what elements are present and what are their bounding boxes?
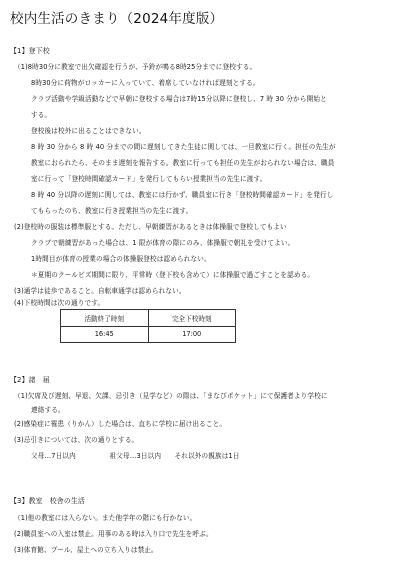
rule-line: 8時30分に荷物がロッカーに入っていて、着席していなければ遅刻とする。: [31, 79, 260, 87]
rule-line: 連絡する。: [31, 406, 65, 414]
table-cell: 17:00: [148, 326, 236, 343]
rule-line: (3)体育館、プール、屋上への立ち入りは禁止。: [14, 546, 158, 554]
rule-line: 1時間目が体育の授業の場合の体操服登校は認められない。: [31, 255, 211, 263]
rule-line: 父母…7日以内 祖父母…3日以内 それ以外の親族は1日: [31, 452, 240, 460]
rule-line: てもらったのち、教室に行き授業担当の先生に渡す。: [31, 207, 193, 215]
dismissal-time-table: [60, 309, 236, 343]
rule-line: クラブ活動や学級活動などで早朝に登校する場合は7時15分以降に登校し、7 時 30 分から開始と: [31, 95, 327, 103]
section-heading-classroom: 【3】教室 校舎の生活: [10, 497, 85, 505]
table-cell: 16:45: [61, 326, 149, 343]
table-row: [61, 326, 236, 343]
section-heading-commute: 【1】登下校: [10, 47, 50, 55]
rule-line: ＊夏期のクールビズ期間に限り、平常時（登下校も含めて）に体操服で過ごすことを認める。: [31, 271, 315, 279]
table-header-row: [61, 310, 236, 327]
rule-line: (2)登校時の服装は標準服とする。ただし、早朝練習があるときは体操服で登校してもよい: [14, 223, 287, 231]
rule-line: 教室におられたら、そのまま遅刻を報告する。教室に行っても担任の先生がおられない場合は、職員: [31, 159, 335, 167]
table-header-cell: 活動終了時刻: [61, 310, 149, 327]
rule-line: (3)通学は徒歩であること。自転車通学は認められない。: [14, 287, 186, 295]
rule-line: する。: [31, 111, 52, 119]
rule-line: (2)感染症に罹患（りかん）した場合は、直ちに学校に届け出ること。: [14, 420, 227, 428]
rule-line: (2)職員室への入室は禁止。用事のある時は入り口で先生を呼ぶ。: [14, 530, 213, 538]
rule-line: 8 時 30 分から 8 時 40 分までの間に遅刻してきた生徒に関しては、一旦教室に行く。担任の先生が: [31, 143, 336, 151]
rule-line: クラブで朝練習があった場合は、1 限が体育の際にのみ、体操服で朝礼を受けてよい。: [31, 239, 295, 247]
rule-line: 室に行って「登校時間確認カード」を発行してもらい授業担当の先生に渡す。: [31, 175, 267, 183]
section-heading-notifications: 【2】諸 届: [10, 376, 50, 384]
page-title: 校内生活のきまり（2024年度版）: [10, 11, 224, 27]
table-header-cell: 完全下校時刻: [148, 310, 236, 327]
rule-line: 8 時 40 分以降の遅刻に関しては、教室には行かず、職員室に行き「登校時間確認カード」を発行し: [31, 191, 334, 199]
rule-line: （1)欠席及び遅刻、早退、欠課、忌引き（見学など）の際は、「まなびポケット」にて保護者より学校に: [14, 392, 328, 400]
rule-line: (4)下校時間は次の通りです。: [14, 299, 105, 307]
rule-line: （1)他の教室には入らない。また他学年の階にも行かない。: [14, 514, 197, 522]
rule-line: （1)8時30分に教室で出欠確認を行うが、予鈴が鳴る8時25分までに登校する。: [14, 63, 257, 71]
rule-line: (3)忌引きについては、次の通りとする。: [14, 436, 139, 444]
rule-line: 登校後は校外に出ることはできない。: [31, 127, 146, 135]
